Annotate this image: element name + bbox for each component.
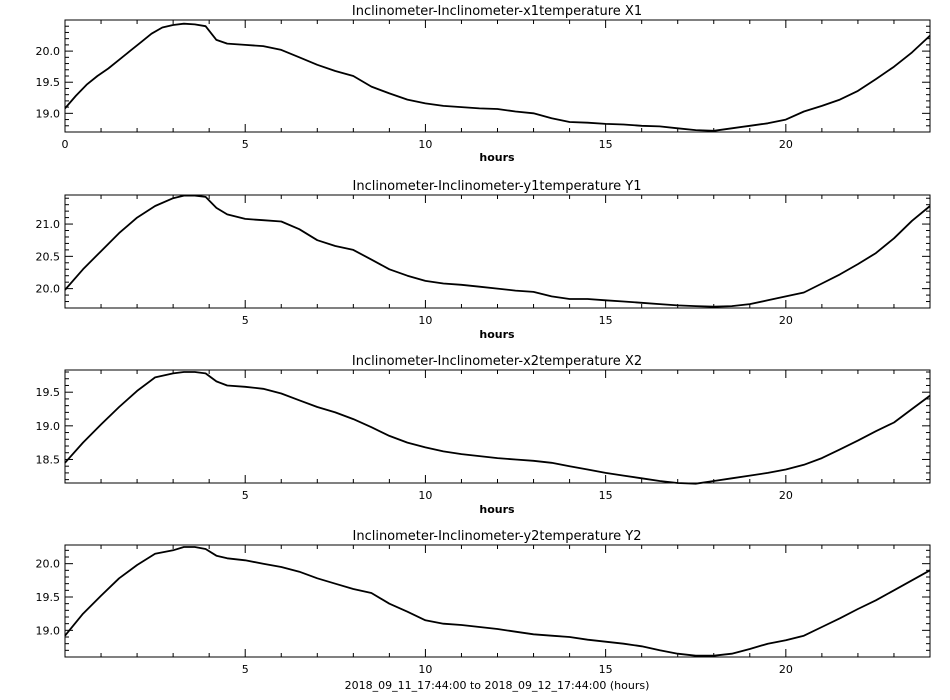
x-tick-label: 20	[778, 489, 793, 502]
x-tick-label: 20	[778, 663, 793, 676]
y-tick-label: 19.5	[35, 76, 60, 90]
y-tick-label: 20.0	[35, 282, 60, 296]
x-tick-label: 15	[598, 314, 613, 327]
x-axis-label: hours	[479, 328, 515, 341]
x-tick-label: 10	[418, 138, 433, 151]
x-tick-label: 5	[241, 663, 249, 676]
panel-title: Inclinometer-Inclinometer-y1temperature Y1	[352, 179, 642, 194]
y-tick-label: 21.0	[35, 218, 60, 232]
x-tick-label: 10	[418, 489, 433, 502]
x-tick-label: 20	[778, 314, 793, 327]
x-tick-label: 15	[598, 663, 613, 676]
panel-title: Inclinometer-Inclinometer-y2temperature Y2	[352, 529, 642, 544]
y-tick-label: 19.5	[35, 591, 60, 604]
x-tick-label: 10	[418, 314, 433, 327]
y-tick-label: 20.0	[35, 557, 60, 571]
x-axis-label: 2018_09_11_17:44:00 to 2018_09_12_17:44:00 (hours)	[344, 679, 650, 692]
y-tick-label: 20.0	[35, 45, 60, 59]
x-tick-label: 5	[241, 489, 249, 502]
x-tick-label: 5	[241, 314, 249, 327]
y-tick-label: 19.0	[35, 624, 60, 638]
x-axis-label: hours	[479, 151, 515, 164]
y-tick-label: 20.5	[35, 250, 60, 264]
y-tick-label: 18.5	[35, 453, 60, 467]
x-tick-label: 15	[598, 489, 613, 502]
x-tick-label: 10	[418, 663, 433, 676]
panel-title: Inclinometer-Inclinometer-x1temperature X1	[351, 4, 643, 19]
x-tick-label: 5	[241, 138, 249, 151]
y-tick-label: 19.0	[35, 107, 60, 121]
x-tick-label: 20	[778, 138, 793, 151]
x-axis-label: hours	[479, 503, 515, 516]
x-tick-label: 15	[598, 138, 613, 151]
y-tick-label: 19.5	[35, 386, 60, 400]
y-tick-label: 19.0	[35, 419, 60, 433]
panel-title: Inclinometer-Inclinometer-x2temperature X2	[351, 354, 643, 369]
x-tick-label: 0	[61, 138, 69, 151]
